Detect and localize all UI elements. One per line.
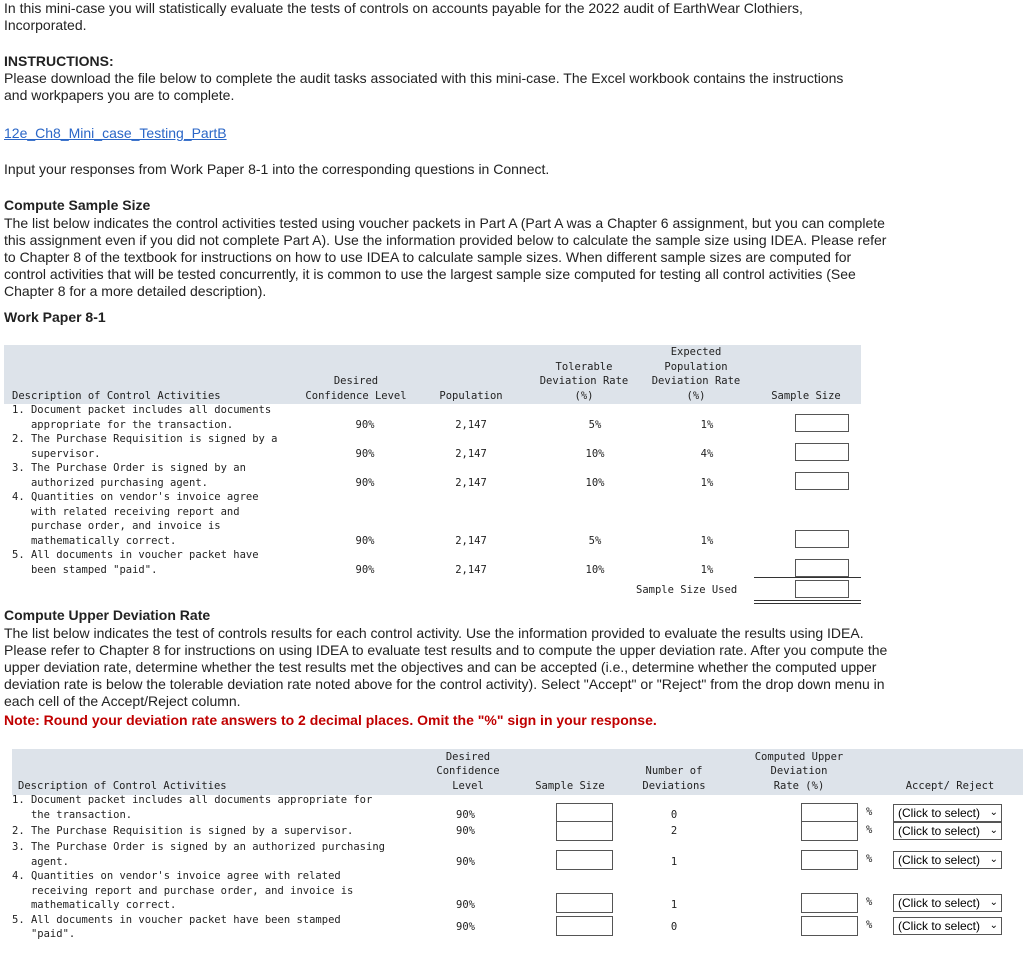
t1-row5-tolerable: 10%	[585, 564, 605, 576]
t2-row1-deviations: 0	[670, 809, 678, 821]
t1-row5-expected: 1%	[700, 564, 714, 576]
t1-row1-sample-size-input[interactable]	[795, 414, 849, 432]
t1-row4-desc3: purchase order, and invoice is	[12, 520, 221, 532]
t2-row4-pct: %	[866, 896, 873, 908]
t2-row1-select-label: (Click to select)	[898, 806, 981, 820]
chevron-down-icon: ⌄	[989, 897, 998, 908]
t2-header-confidence-2: Confidence	[436, 765, 500, 777]
t2-header-description: Description of Control Activities	[18, 780, 227, 792]
t1-row3-expected: 1%	[700, 477, 714, 489]
t1-row1-desc1: 1. Document packet includes all documents	[12, 404, 272, 416]
t1-header-expected-4: (%)	[686, 390, 706, 402]
t1-row1-expected: 1%	[700, 419, 714, 431]
section-body-sample-size: The list below indicates the control activities tested using voucher packets in Part A (Part A was a Chapter 6 assignment, but you can complete this assignment even if you did not complete Part A). Use the information provided below to calculate the sample size using IDEA. Please refer to Chapter 8 of the textbook for instructions on how to use IDEA to calculate sample sizes. When different sample sizes are computed for control activities that will be tested concurrently, it is common to use the largest sample size computed for testing all control activities (See Chapter 8 for a more detailed description).	[4, 215, 887, 299]
section-heading-sample-size: Compute Sample Size	[4, 197, 151, 213]
t1-row4-population: 2,147	[455, 535, 487, 547]
t2-row4-select-label: (Click to select)	[898, 896, 981, 910]
chevron-down-icon: ⌄	[989, 825, 998, 836]
t2-row5-upper-rate-input[interactable]	[801, 916, 858, 936]
instructions-heading: INSTRUCTIONS:	[4, 53, 114, 69]
t1-row3-desc2: authorized purchasing agent.	[12, 477, 208, 489]
t1-row2-population: 2,147	[455, 448, 487, 460]
t2-row5-desc1: 5. All documents in voucher packet have been stamped	[12, 914, 341, 926]
t2-row4-accept-select[interactable]	[893, 894, 1002, 912]
t2-row3-desc1: 3. The Purchase Order is signed by an authorized purchasing	[12, 841, 385, 853]
t1-row2-desc1: 2. The Purchase Requisition is signed by a	[12, 433, 278, 445]
t1-sample-size-used-label: Sample Size Used	[636, 584, 738, 596]
chevron-down-icon: ⌄	[989, 854, 998, 865]
t2-row4-confidence: 90%	[456, 899, 475, 911]
t2-row2-sample-size-input[interactable]	[556, 821, 613, 841]
t2-row4-upper-rate-input[interactable]	[801, 893, 858, 913]
t1-row5-confidence: 90%	[355, 564, 375, 576]
t2-row2-confidence: 90%	[456, 825, 475, 837]
t2-row4-desc1: 4. Quantities on vendor's invoice agree with related	[12, 870, 341, 882]
t1-row5-sample-size-input[interactable]	[795, 559, 849, 577]
t1-row3-tolerable: 10%	[585, 477, 605, 489]
t2-row4-desc2: receiving report and purchase order, and invoice is	[12, 885, 354, 897]
t1-row2-desc2: supervisor.	[12, 448, 101, 460]
intro-text: In this mini-case you will statistically evaluate the tests of controls on accounts payable for the 2022 audit of EarthWear Clothiers, Incorporated.	[4, 0, 803, 33]
t1-row3-desc1: 3. The Purchase Order is signed by an	[12, 462, 246, 474]
section-body-upper-deviation: The list below indicates the test of controls results for each control activity. Use the information provided to evaluate the results using IDEA. Please refer to Chapter 8 for instructions on using IDEA to evaluate test results and to compute the upper deviation rate. After you compute the upper deviation rate, determine whether the test results met the objectives and can be accepted (i.e., determine whether the computed upper deviation rate is below the tolerable deviation rate noted above for the control activity). Select "Accept" or "Reject" from the drop down menu in each cell of the Accept/Reject column.	[4, 625, 888, 709]
t2-header-deviations-1: Number of	[645, 765, 703, 777]
chevron-down-icon: ⌄	[989, 920, 998, 931]
t1-row1-tolerable: 5%	[588, 419, 602, 431]
t1-row4-sample-size-input[interactable]	[795, 530, 849, 548]
t1-header-tolerable-2: Deviation Rate	[539, 375, 629, 387]
t1-row3-confidence: 90%	[355, 477, 375, 489]
t1-row5-population: 2,147	[455, 564, 487, 576]
t1-sample-size-used-input[interactable]	[795, 580, 849, 598]
t1-header-sample-size: Sample Size	[771, 390, 841, 402]
t2-row5-sample-size-input[interactable]	[556, 916, 613, 936]
t1-header-expected-1: Expected	[670, 346, 722, 358]
t1-row4-tolerable: 5%	[588, 535, 602, 547]
instructions-text: Please download the file below to complete the audit tasks associated with this mini-case. The Excel workbook contains the instructions and workpapers you are to complete.	[4, 70, 844, 103]
t1-total-rule	[754, 577, 861, 578]
t2-row3-select-label: (Click to select)	[898, 853, 981, 867]
t1-header-confidence-1: Desired	[333, 375, 379, 387]
t1-row4-desc4: mathematically correct.	[12, 535, 177, 547]
t1-row3-population: 2,147	[455, 477, 487, 489]
t2-row1-upper-rate-input[interactable]	[801, 803, 858, 823]
t1-header-population: Population	[439, 390, 503, 402]
t2-header-accept: Accept/ Reject	[905, 780, 995, 792]
t1-header-expected-2: Population	[664, 361, 728, 373]
t2-row1-desc1: 1. Document packet includes all documents appropriate for	[12, 794, 373, 806]
t2-row3-confidence: 90%	[456, 856, 475, 868]
t2-row4-deviations: 1	[670, 899, 678, 911]
t1-header-expected-3: Deviation Rate	[651, 375, 741, 387]
t2-row3-desc2: agent.	[12, 856, 69, 868]
t2-row5-deviations: 0	[670, 921, 678, 933]
t1-row5-desc1: 5. All documents in voucher packet have	[12, 549, 259, 561]
t2-row3-accept-select[interactable]	[893, 851, 1002, 869]
t1-header-confidence-2: Confidence Level	[305, 390, 407, 402]
t2-row2-accept-select[interactable]	[893, 822, 1002, 840]
t2-header-confidence-1: Desired	[445, 751, 491, 763]
t2-row5-select-label: (Click to select)	[898, 919, 981, 933]
t2-row2-desc1: 2. The Purchase Requisition is signed by a supervisor.	[12, 825, 354, 837]
workpaper-title: Work Paper 8-1	[4, 309, 106, 325]
t1-double-rule-2	[754, 603, 861, 604]
t1-header-tolerable-3: (%)	[574, 390, 594, 402]
t2-row4-sample-size-input[interactable]	[556, 893, 613, 913]
t2-row3-pct: %	[866, 853, 873, 865]
t2-row3-upper-rate-input[interactable]	[801, 850, 858, 870]
t1-row2-sample-size-input[interactable]	[795, 443, 849, 461]
t1-row1-population: 2,147	[455, 419, 487, 431]
t1-header-tolerable-1: Tolerable	[555, 361, 613, 373]
t2-header-deviations-2: Deviations	[642, 780, 706, 792]
t2-header-upper-2: Deviation	[770, 765, 828, 777]
t1-header-description: Description of Control Activities	[12, 390, 221, 402]
t2-header-upper-3: Rate (%)	[773, 780, 825, 792]
t1-row4-desc1: 4. Quantities on vendor's invoice agree	[12, 491, 259, 503]
t1-row2-expected: 4%	[700, 448, 714, 460]
t1-double-rule-1	[754, 600, 861, 601]
t2-row1-confidence: 90%	[456, 809, 475, 821]
t2-row2-deviations: 2	[670, 825, 678, 837]
t2-row5-confidence: 90%	[456, 921, 475, 933]
download-file-link[interactable]: 12e_Ch8_Mini_case_Testing_PartB	[4, 125, 227, 141]
t2-header-confidence-3: Level	[452, 780, 484, 792]
t2-row1-accept-select[interactable]	[893, 804, 1002, 822]
t2-row1-desc2: the transaction.	[12, 809, 133, 821]
t1-row4-desc2: with related receiving report and	[12, 506, 240, 518]
t2-row3-deviations: 1	[670, 856, 678, 868]
t2-row2-pct: %	[866, 824, 873, 836]
rounding-note: Note: Round your deviation rate answers to 2 decimal places. Omit the "%" sign in your response.	[4, 712, 657, 728]
t1-row4-confidence: 90%	[355, 535, 375, 547]
input-note: Input your responses from Work Paper 8-1 into the corresponding questions in Connect.	[4, 161, 550, 177]
t2-row2-select-label: (Click to select)	[898, 824, 981, 838]
t1-row1-confidence: 90%	[355, 419, 375, 431]
section-heading-upper-deviation: Compute Upper Deviation Rate	[4, 607, 211, 623]
t2-row5-desc2: "paid".	[12, 928, 76, 940]
t2-row5-pct: %	[866, 919, 873, 931]
t2-header-sample-size: Sample Size	[535, 780, 605, 792]
chevron-down-icon: ⌄	[989, 807, 998, 818]
t1-row2-confidence: 90%	[355, 448, 375, 460]
t1-row2-tolerable: 10%	[585, 448, 605, 460]
t1-row4-expected: 1%	[700, 535, 714, 547]
t1-row5-desc2: been stamped "paid".	[12, 564, 158, 576]
t2-row4-desc3: mathematically correct.	[12, 899, 177, 911]
t1-row1-desc2: appropriate for the transaction.	[12, 419, 234, 431]
t2-row3-sample-size-input[interactable]	[556, 850, 613, 870]
t1-row3-sample-size-input[interactable]	[795, 472, 849, 490]
t2-row1-pct: %	[866, 806, 873, 818]
t2-row2-upper-rate-input[interactable]	[801, 821, 858, 841]
t2-row1-sample-size-input[interactable]	[556, 803, 613, 823]
t2-header-upper-1: Computed Upper	[754, 751, 844, 763]
t2-row5-accept-select[interactable]	[893, 917, 1002, 935]
